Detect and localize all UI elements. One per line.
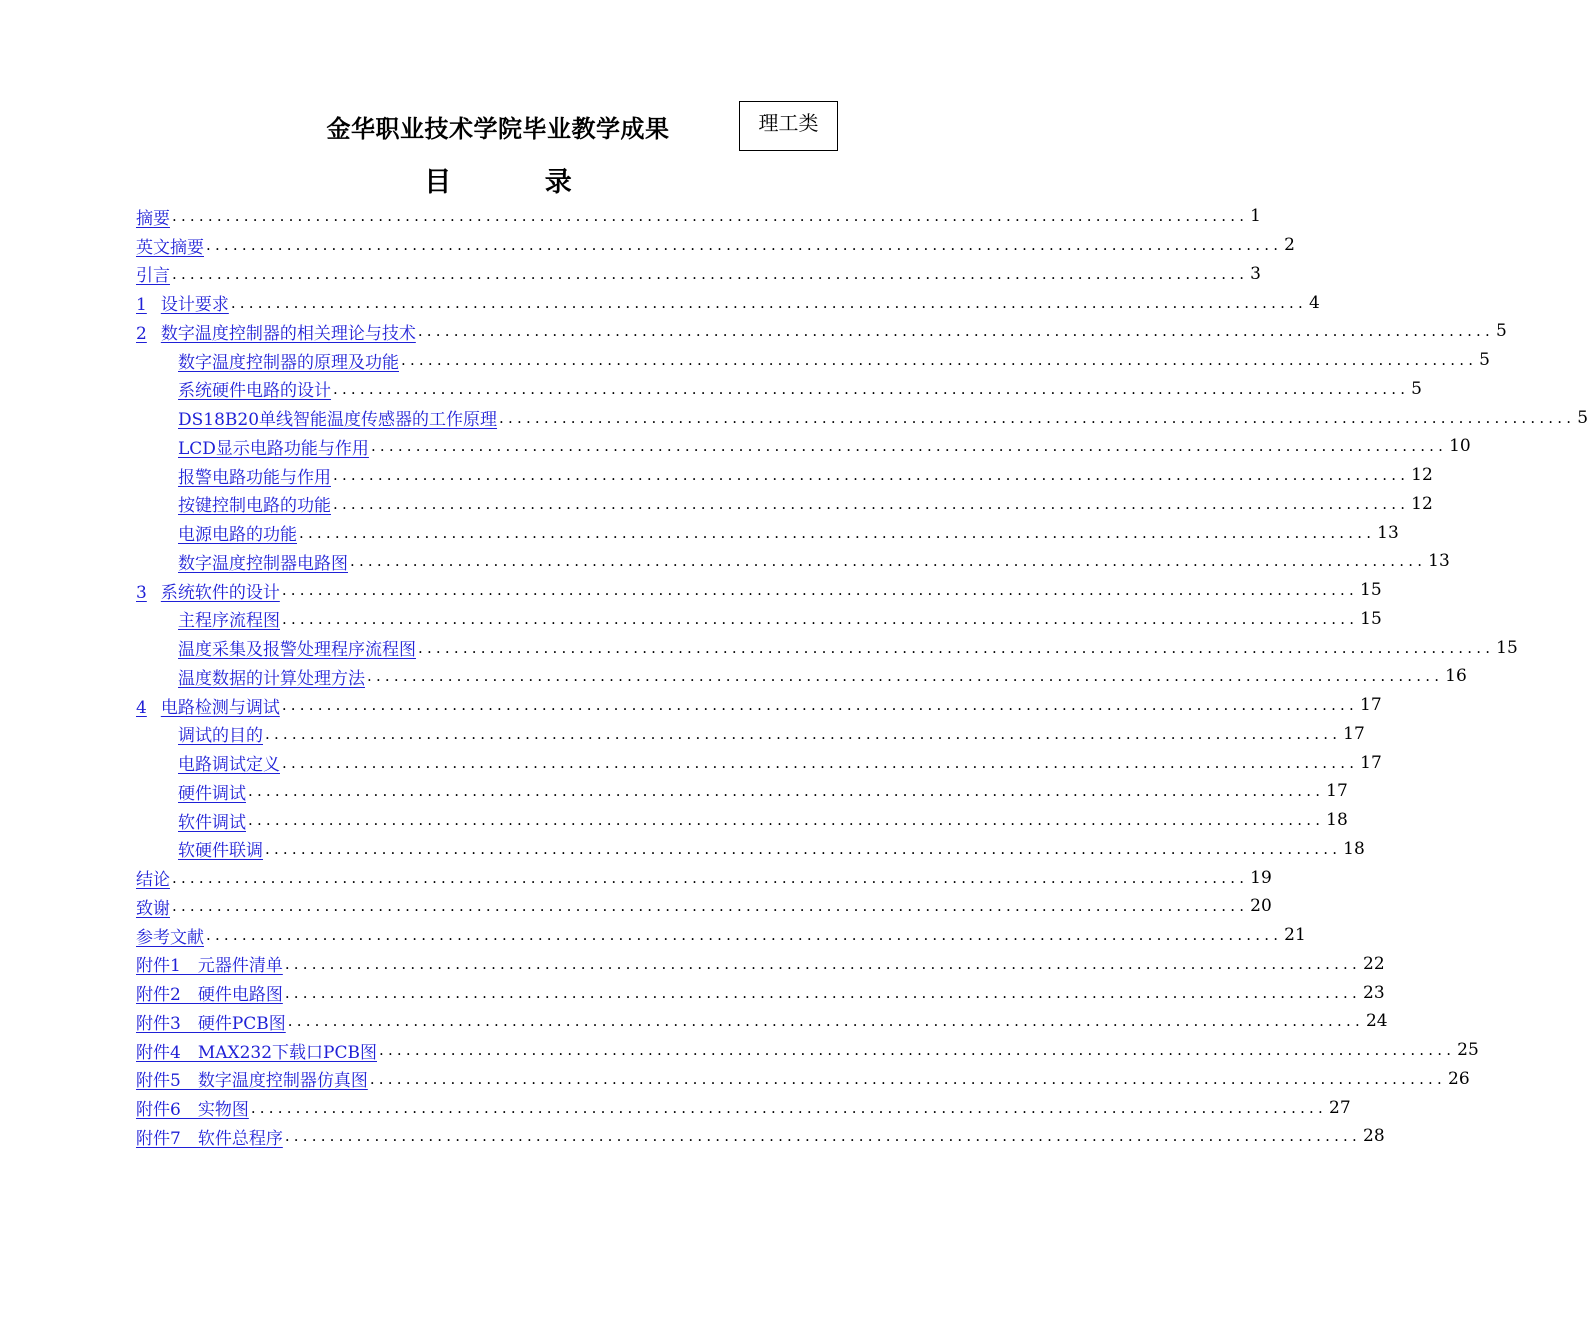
toc-dot-leader: ........................................................................................................................ xyxy=(284,954,1361,973)
toc-entry-label: 英文摘要 xyxy=(136,237,204,258)
toc-entry-link[interactable] xyxy=(136,1009,286,1034)
toc-entry xyxy=(136,892,1272,921)
toc-entry-label: 摘要 xyxy=(136,208,170,229)
toc-page-number: 5 xyxy=(1411,378,1422,399)
toc-entry-label: 温度采集及报警处理程序流程图 xyxy=(178,640,416,661)
toc-entry xyxy=(136,403,1588,432)
toc-dot-leader: ........................................................................................................................ xyxy=(418,638,1495,657)
toc-entry-label: 按键控制电路的功能 xyxy=(178,496,331,517)
toc-dot-leader: ........................................................................................................................ xyxy=(282,753,1359,772)
toc-dot-leader: ........................................................................................................................ xyxy=(206,236,1283,255)
toc-page-number: 13 xyxy=(1377,522,1399,543)
toc-entry xyxy=(136,950,1385,979)
toc-page-number: 12 xyxy=(1411,465,1433,486)
toc-entry-label: 主程序流程图 xyxy=(178,611,280,632)
toc-entry xyxy=(136,1065,1470,1094)
toc-dot-leader: ........................................................................................................................ xyxy=(172,897,1249,916)
toc-dot-leader: ........................................................................................................................ xyxy=(287,1012,1364,1031)
toc-entry-label: 附件3 硬件PCB图 xyxy=(136,1013,286,1034)
toc-page-number: 15 xyxy=(1360,580,1382,601)
toc-entry-link[interactable] xyxy=(160,750,280,775)
toc-page-number: 16 xyxy=(1445,666,1467,687)
toc-entry-label: 系统软件的设计 xyxy=(160,582,280,603)
toc-entry-number: 1 xyxy=(136,295,147,316)
toc-dot-leader: ........................................................................................................................ xyxy=(370,437,1448,456)
toc-dot-leader: ........................................................................................................................ xyxy=(281,696,1358,715)
toc-dot-leader: ........................................................................................................................ xyxy=(282,609,1359,628)
toc-page-number: 17 xyxy=(1326,781,1348,802)
toc-dot-leader: ........................................................................................................................ xyxy=(499,408,1576,427)
toc-entry-number: 3 xyxy=(136,582,147,603)
toc-entry xyxy=(136,346,1490,375)
toc-dot-leader: ........................................................................................................................ xyxy=(367,667,1444,686)
toc-dot-leader: ........................................................................................................................ xyxy=(265,724,1342,743)
toc-entry-link[interactable] xyxy=(160,664,365,689)
toc-dot-leader: ........................................................................................................................ xyxy=(265,839,1342,858)
toc-entry xyxy=(136,921,1306,950)
toc-entry-label: LCD显示电路功能与作用 xyxy=(178,438,369,459)
toc-entry-link[interactable] xyxy=(136,1124,283,1149)
toc-page-number: 25 xyxy=(1457,1040,1479,1061)
toc-page-number: 24 xyxy=(1365,1011,1388,1032)
toc-entry-link[interactable] xyxy=(160,376,331,401)
toc-entry-label: 附件7 软件总程序 xyxy=(136,1128,283,1149)
toc-dot-leader: ........................................................................................................................ xyxy=(417,322,1494,341)
toc-entry-link[interactable] xyxy=(160,520,297,545)
toc-entry-link[interactable] xyxy=(136,204,170,229)
toc-entry-label: 附件6 实物图 xyxy=(136,1100,249,1121)
institution-title: 金华职业技术学院毕业教学成果 xyxy=(326,114,670,143)
toc-dot-leader: ........................................................................................................................ xyxy=(333,466,1410,485)
toc-page-number: 17 xyxy=(1360,752,1382,773)
toc-entry-label: 系统硬件电路的设计 xyxy=(178,381,331,402)
toc-entry xyxy=(136,720,1365,749)
toc-entry xyxy=(136,748,1382,777)
toc-entry-link[interactable] xyxy=(160,635,416,660)
toc-dot-leader: ........................................................................................................................ xyxy=(248,782,1325,801)
toc-entry-label: 结论 xyxy=(136,870,170,891)
toc-entry xyxy=(136,490,1433,519)
toc-entry xyxy=(136,806,1348,835)
toc-dot-leader: ........................................................................................................................ xyxy=(248,811,1325,830)
toc-entry xyxy=(136,432,1471,461)
toc-entry-label: 致谢 xyxy=(136,898,170,919)
toc-dot-leader: ........................................................................................................................ xyxy=(369,1069,1446,1088)
toc-entry-label: 温度数据的计算处理方法 xyxy=(178,668,365,689)
toc-page-number: 12 xyxy=(1411,493,1433,514)
toc-entry xyxy=(136,1007,1388,1036)
toc-entry-label: 软件调试 xyxy=(178,812,246,833)
toc-entry xyxy=(136,978,1385,1007)
toc-entry-link[interactable] xyxy=(136,894,170,919)
toc-page-number: 15 xyxy=(1496,637,1518,658)
toc-page-number: 3 xyxy=(1250,263,1261,284)
toc-entry-link[interactable] xyxy=(136,1066,368,1091)
toc-page-number: 22 xyxy=(1363,953,1385,974)
toc-entry-link[interactable] xyxy=(136,980,283,1005)
toc-entry-link[interactable] xyxy=(136,923,204,948)
toc-page-number: 21 xyxy=(1284,925,1306,946)
toc-page-number: 26 xyxy=(1448,1068,1470,1089)
toc-entry-link[interactable] xyxy=(136,261,170,286)
toc-dot-leader: ........................................................................................................................ xyxy=(172,264,1249,283)
toc-page-number: 19 xyxy=(1250,867,1272,888)
toc-entry-link[interactable] xyxy=(160,348,399,373)
toc-entry xyxy=(136,691,1382,720)
toc-page-number: 20 xyxy=(1250,896,1272,917)
category-box xyxy=(739,101,838,151)
toc-entry-label: 附件4 MAX232下载口PCB图 xyxy=(136,1042,377,1063)
toc-entry-link[interactable] xyxy=(160,606,280,631)
toc-entry-label: 设计要求 xyxy=(160,295,229,316)
toc-entry-number: 2 xyxy=(136,323,147,344)
toc-entry-link[interactable] xyxy=(136,233,204,258)
toc-entry xyxy=(136,461,1433,490)
toc-entry-link[interactable] xyxy=(160,434,369,459)
toc-entry-link[interactable] xyxy=(136,1095,249,1120)
toc-entry xyxy=(136,1093,1351,1122)
toc-entry xyxy=(136,288,1320,317)
toc-entry-label: 电路检测与调试 xyxy=(160,697,280,718)
toc-page-number: 27 xyxy=(1329,1097,1351,1118)
toc-entry-link[interactable] xyxy=(160,721,263,746)
toc-entry-label: 数字温度控制器电路图 xyxy=(178,553,348,574)
toc-entry-label: 电路调试定义 xyxy=(178,755,280,776)
toc-dot-leader: ........................................................................................................................ xyxy=(206,926,1283,945)
toc-entry-link[interactable] xyxy=(160,836,263,861)
toc-page-number: 18 xyxy=(1343,838,1365,859)
toc-entry xyxy=(136,518,1399,547)
toc-dot-leader: ........................................................................................................................ xyxy=(172,868,1249,887)
toc-entry-label: 报警电路功能与作用 xyxy=(178,467,331,488)
toc-entry-label: 电源电路的功能 xyxy=(178,525,297,546)
toc-entry xyxy=(136,317,1507,346)
toc-entry xyxy=(136,576,1382,605)
toc-entry-label: 附件5 数字温度控制器仿真图 xyxy=(136,1071,368,1092)
toc-entry xyxy=(136,863,1272,892)
toc-entry-link[interactable] xyxy=(136,865,170,890)
toc-page-number: 15 xyxy=(1360,608,1382,629)
toc-entry-link[interactable] xyxy=(160,463,331,488)
toc-entry-number: 4 xyxy=(136,697,147,718)
toc-entry xyxy=(136,777,1348,806)
toc-page-number: 18 xyxy=(1326,810,1348,831)
toc-dot-leader: ........................................................................................................................ xyxy=(284,983,1361,1002)
toc-page-number: 10 xyxy=(1449,436,1471,457)
toc-page-number: 5 xyxy=(1479,350,1490,371)
toc-page-number: 5 xyxy=(1496,321,1507,342)
toc-page-number: 17 xyxy=(1343,723,1365,744)
toc-entry-link[interactable] xyxy=(136,319,416,344)
toc-dot-leader: ........................................................................................................................ xyxy=(299,523,1376,542)
toc-page-number: 2 xyxy=(1284,235,1295,256)
toc-entry xyxy=(136,633,1518,662)
toc-page-number: 5 xyxy=(1577,407,1588,428)
toc-entry-label: 数字温度控制器的相关理论与技术 xyxy=(160,323,416,344)
toc-entry xyxy=(136,231,1295,260)
toc-page-number: 1 xyxy=(1250,206,1261,227)
toc-dot-leader: ........................................................................................................................ xyxy=(379,1041,1456,1060)
toc-entry-link[interactable] xyxy=(136,1038,377,1063)
toc-entry-link[interactable] xyxy=(136,290,229,315)
toc-entry-label: 附件2 硬件电路图 xyxy=(136,985,283,1006)
toc-entry xyxy=(136,1122,1385,1151)
toc-entry xyxy=(136,662,1467,691)
toc-entry xyxy=(136,375,1422,404)
toc-list xyxy=(136,202,1588,1151)
toc-entry-link[interactable] xyxy=(160,405,497,430)
toc-entry-link[interactable] xyxy=(136,693,280,718)
toc-dot-leader: ........................................................................................................................ xyxy=(284,1127,1361,1146)
toc-entry-link[interactable] xyxy=(160,808,246,833)
toc-entry-label: DS18B20单线智能温度传感器的工作原理 xyxy=(178,410,498,431)
toc-entry xyxy=(136,835,1365,864)
toc-dot-leader: ........................................................................................................................ xyxy=(401,351,1478,370)
toc-entry xyxy=(136,260,1261,289)
toc-entry xyxy=(136,202,1261,231)
toc-dot-leader: ........................................................................................................................ xyxy=(172,207,1249,226)
toc-entry xyxy=(136,605,1382,634)
toc-entry-label: 硬件调试 xyxy=(178,783,246,804)
toc-dot-leader: ........................................................................................................................ xyxy=(230,293,1307,312)
toc-dot-leader: ........................................................................................................................ xyxy=(281,581,1358,600)
toc-page-number: 17 xyxy=(1360,695,1382,716)
toc-entry-link[interactable] xyxy=(160,491,331,516)
toc-entry-link[interactable] xyxy=(136,578,280,603)
toc-entry-link[interactable] xyxy=(136,951,283,976)
toc-title: 目 录 xyxy=(424,167,572,198)
toc-page-number: 28 xyxy=(1363,1126,1385,1147)
toc-dot-leader: ........................................................................................................................ xyxy=(333,494,1410,513)
toc-entry-label: 引言 xyxy=(136,266,170,287)
toc-entry-label: 软硬件联调 xyxy=(178,841,263,862)
toc-entry-link[interactable] xyxy=(160,549,348,574)
toc-entry xyxy=(136,547,1450,576)
toc-entry-label: 参考文献 xyxy=(136,927,204,948)
toc-entry-label: 数字温度控制器的原理及功能 xyxy=(178,352,399,373)
toc-entry-label: 调试的目的 xyxy=(178,726,263,747)
toc-dot-leader: ........................................................................................................................ xyxy=(333,379,1410,398)
toc-entry-link[interactable] xyxy=(160,779,246,804)
toc-page-number: 23 xyxy=(1363,982,1385,1003)
toc-page-number: 13 xyxy=(1428,551,1450,572)
toc-dot-leader: ........................................................................................................................ xyxy=(250,1098,1327,1117)
toc-page-number: 4 xyxy=(1309,292,1320,313)
toc-entry xyxy=(136,1036,1479,1065)
category-label: 理工类 xyxy=(758,111,819,135)
toc-entry-label: 附件1 元器件清单 xyxy=(136,956,283,977)
toc-dot-leader: ........................................................................................................................ xyxy=(350,552,1427,571)
